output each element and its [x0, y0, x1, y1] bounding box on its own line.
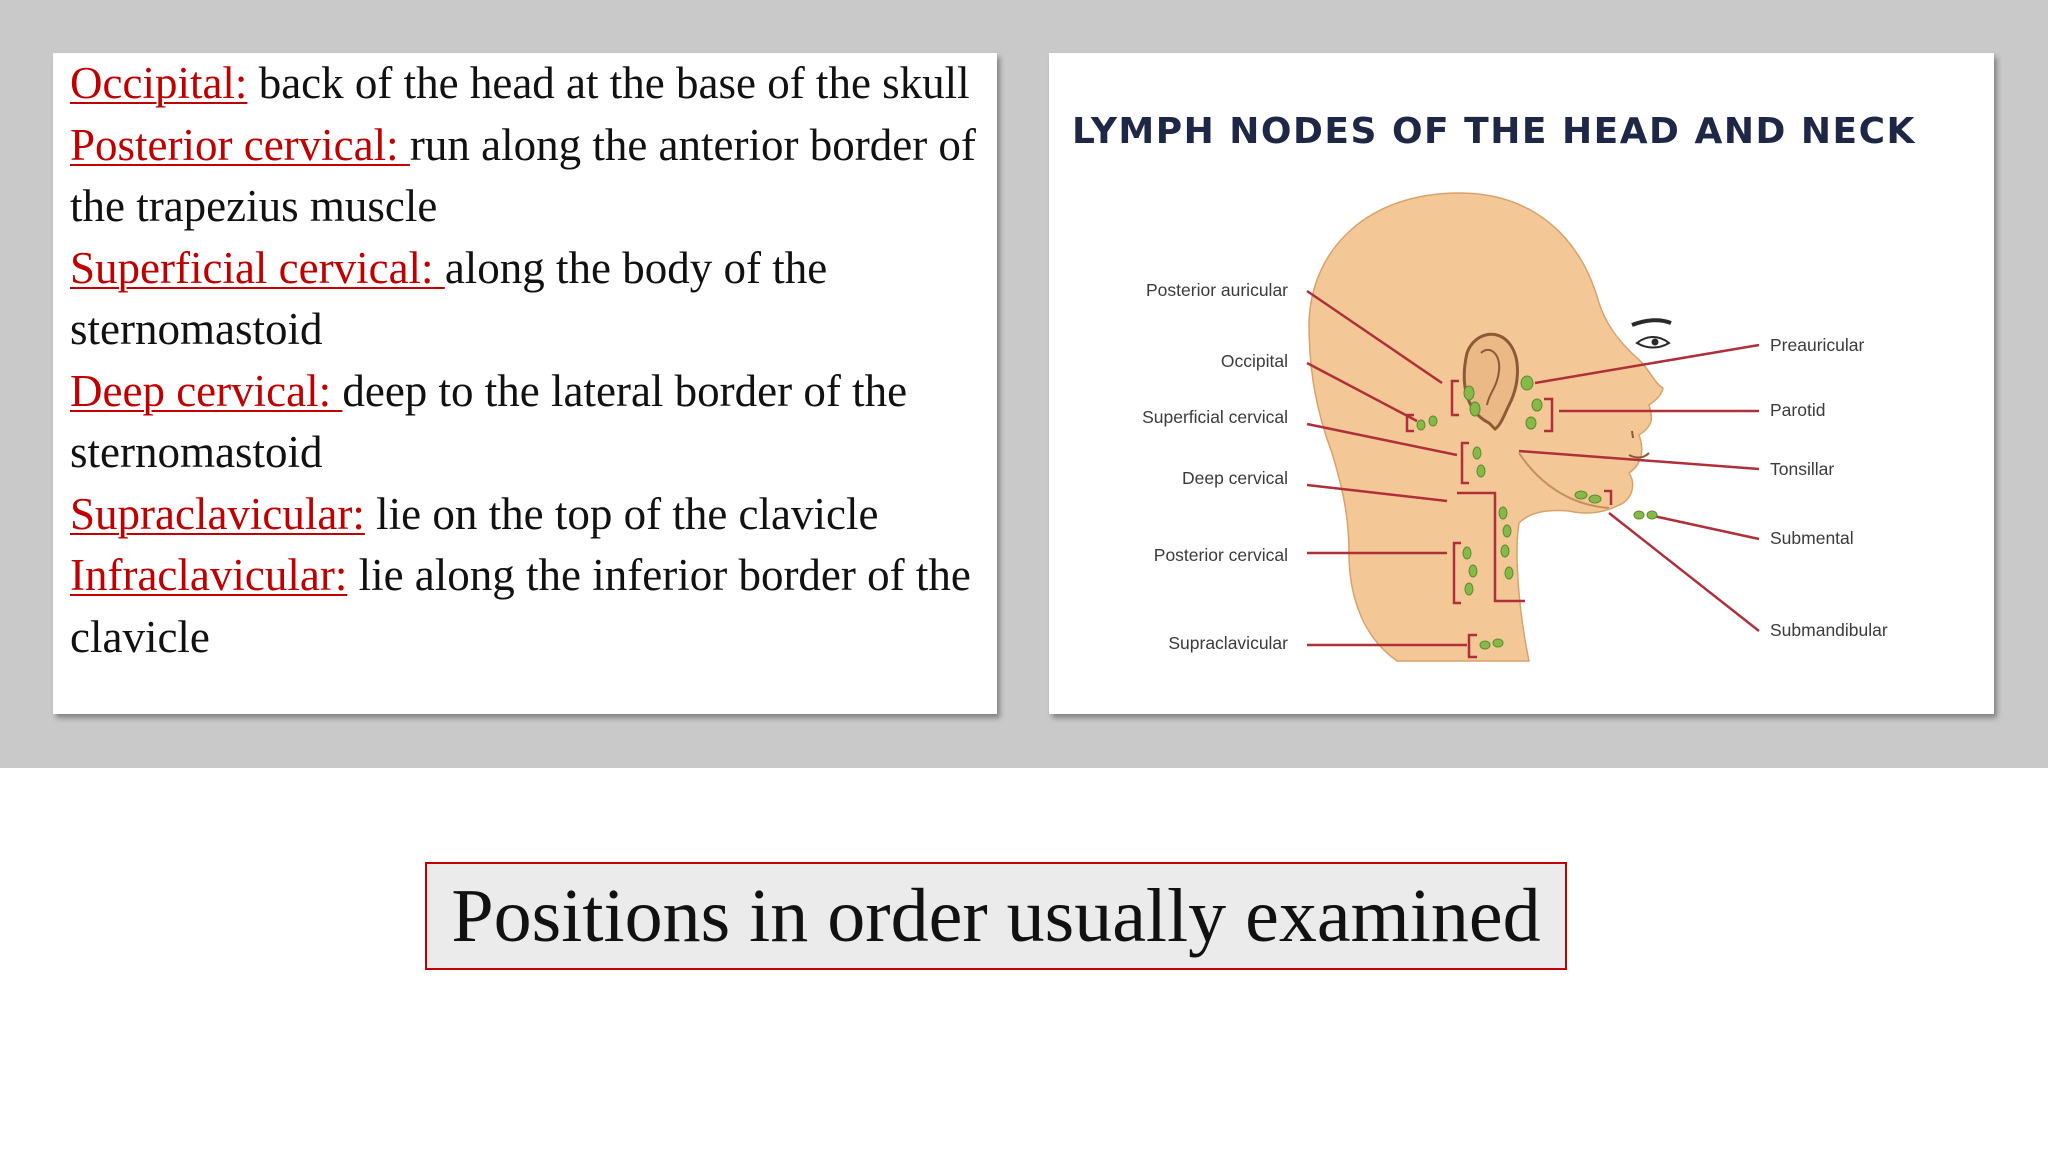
- list-item-deep-cervical: [70, 361, 997, 484]
- label-occipital: Occipital: [1220, 351, 1288, 371]
- label-posterior-cervical: Posterior cervical: [1153, 545, 1288, 565]
- node-parotid-2: [1526, 417, 1536, 429]
- label-tonsillar: Tonsillar: [1770, 459, 1835, 479]
- lymph-node-text-panel: [53, 53, 997, 714]
- desc-occipital: back of the head at the base of the skull: [247, 58, 970, 108]
- label-submental: Submental: [1770, 528, 1854, 548]
- node-posterior-cervical-1: [1463, 547, 1471, 559]
- caption-text: Positions in order usually examined: [451, 874, 1541, 958]
- leader-submandibular: [1609, 513, 1759, 631]
- node-submental-1: [1634, 511, 1644, 519]
- term-infraclavicular: Infraclavicular:: [70, 550, 348, 600]
- list-item-supraclavicular: [70, 484, 997, 546]
- node-posterior-cervical-3: [1465, 583, 1473, 595]
- caption-box: [425, 862, 1567, 970]
- label-superficial-cervical: Superficial cervical: [1142, 407, 1288, 427]
- term-occipital: Occipital:: [70, 58, 248, 108]
- label-submandibular: Submandibular: [1770, 620, 1888, 640]
- cheek-mark: [1632, 431, 1633, 438]
- desc-supraclavicular: lie on the top of the clavicle: [364, 488, 879, 539]
- node-deep-cervical-3: [1501, 545, 1509, 557]
- node-deep-cervical-4: [1505, 567, 1513, 579]
- label-deep-cervical: Deep cervical: [1181, 468, 1288, 488]
- node-posterior-auricular-2: [1470, 402, 1480, 416]
- desc-superficial-cervical: along the body of the sternomastoid: [70, 242, 828, 354]
- node-occipital-2: [1429, 416, 1437, 426]
- label-preauricular: Preauricular: [1770, 335, 1865, 355]
- term-superficial-cervical: Superficial cervical:: [70, 242, 445, 293]
- node-occipital-1: [1417, 420, 1425, 430]
- node-parotid-1: [1532, 399, 1542, 411]
- term-deep-cervical: Deep cervical:: [70, 365, 343, 416]
- pupil-icon: [1652, 339, 1659, 346]
- leader-submental: [1649, 515, 1759, 539]
- lymph-node-diagram-panel: [1049, 53, 1994, 714]
- lymph-node-diagram: [1049, 53, 1994, 714]
- list-item-posterior-cervical: [70, 115, 997, 238]
- node-superficial-cervical-2: [1477, 465, 1485, 477]
- list-item-superficial-cervical: [70, 238, 997, 361]
- list-item-occipital: [70, 53, 997, 115]
- node-submental-2: [1647, 511, 1657, 519]
- label-posterior-auricular: Posterior auricular: [1146, 280, 1288, 300]
- desc-deep-cervical: deep to the lateral border of the sternomastoid: [70, 365, 908, 477]
- node-submandibular-2: [1589, 495, 1601, 503]
- label-supraclavicular: Supraclavicular: [1168, 633, 1288, 653]
- term-supraclavicular: Supraclavicular:: [70, 488, 365, 539]
- node-posterior-cervical-2: [1469, 565, 1477, 577]
- term-posterior-cervical: Posterior cervical:: [70, 119, 410, 170]
- node-deep-cervical-1: [1499, 507, 1507, 519]
- lymph-node-description-list: [70, 53, 997, 668]
- node-supraclavicular-1: [1480, 641, 1490, 649]
- node-deep-cervical-2: [1503, 525, 1511, 537]
- list-item-infraclavicular: [70, 545, 997, 668]
- node-submandibular-1: [1575, 491, 1587, 499]
- desc-posterior-cervical: run along the anterior border of the trapezius muscle: [70, 119, 976, 231]
- node-superficial-cervical-1: [1473, 447, 1481, 459]
- node-preauricular-1: [1521, 376, 1533, 390]
- head-silhouette: [1309, 193, 1663, 661]
- desc-infraclavicular: lie along the inferior border of the clavicle: [70, 550, 971, 662]
- label-parotid: Parotid: [1770, 400, 1826, 420]
- node-supraclavicular-2: [1493, 639, 1503, 647]
- node-posterior-auricular-1: [1464, 386, 1474, 400]
- diagram-title: LYMPH NODES OF THE HEAD AND NECK: [1072, 111, 1916, 152]
- eyebrow-icon: [1632, 320, 1671, 325]
